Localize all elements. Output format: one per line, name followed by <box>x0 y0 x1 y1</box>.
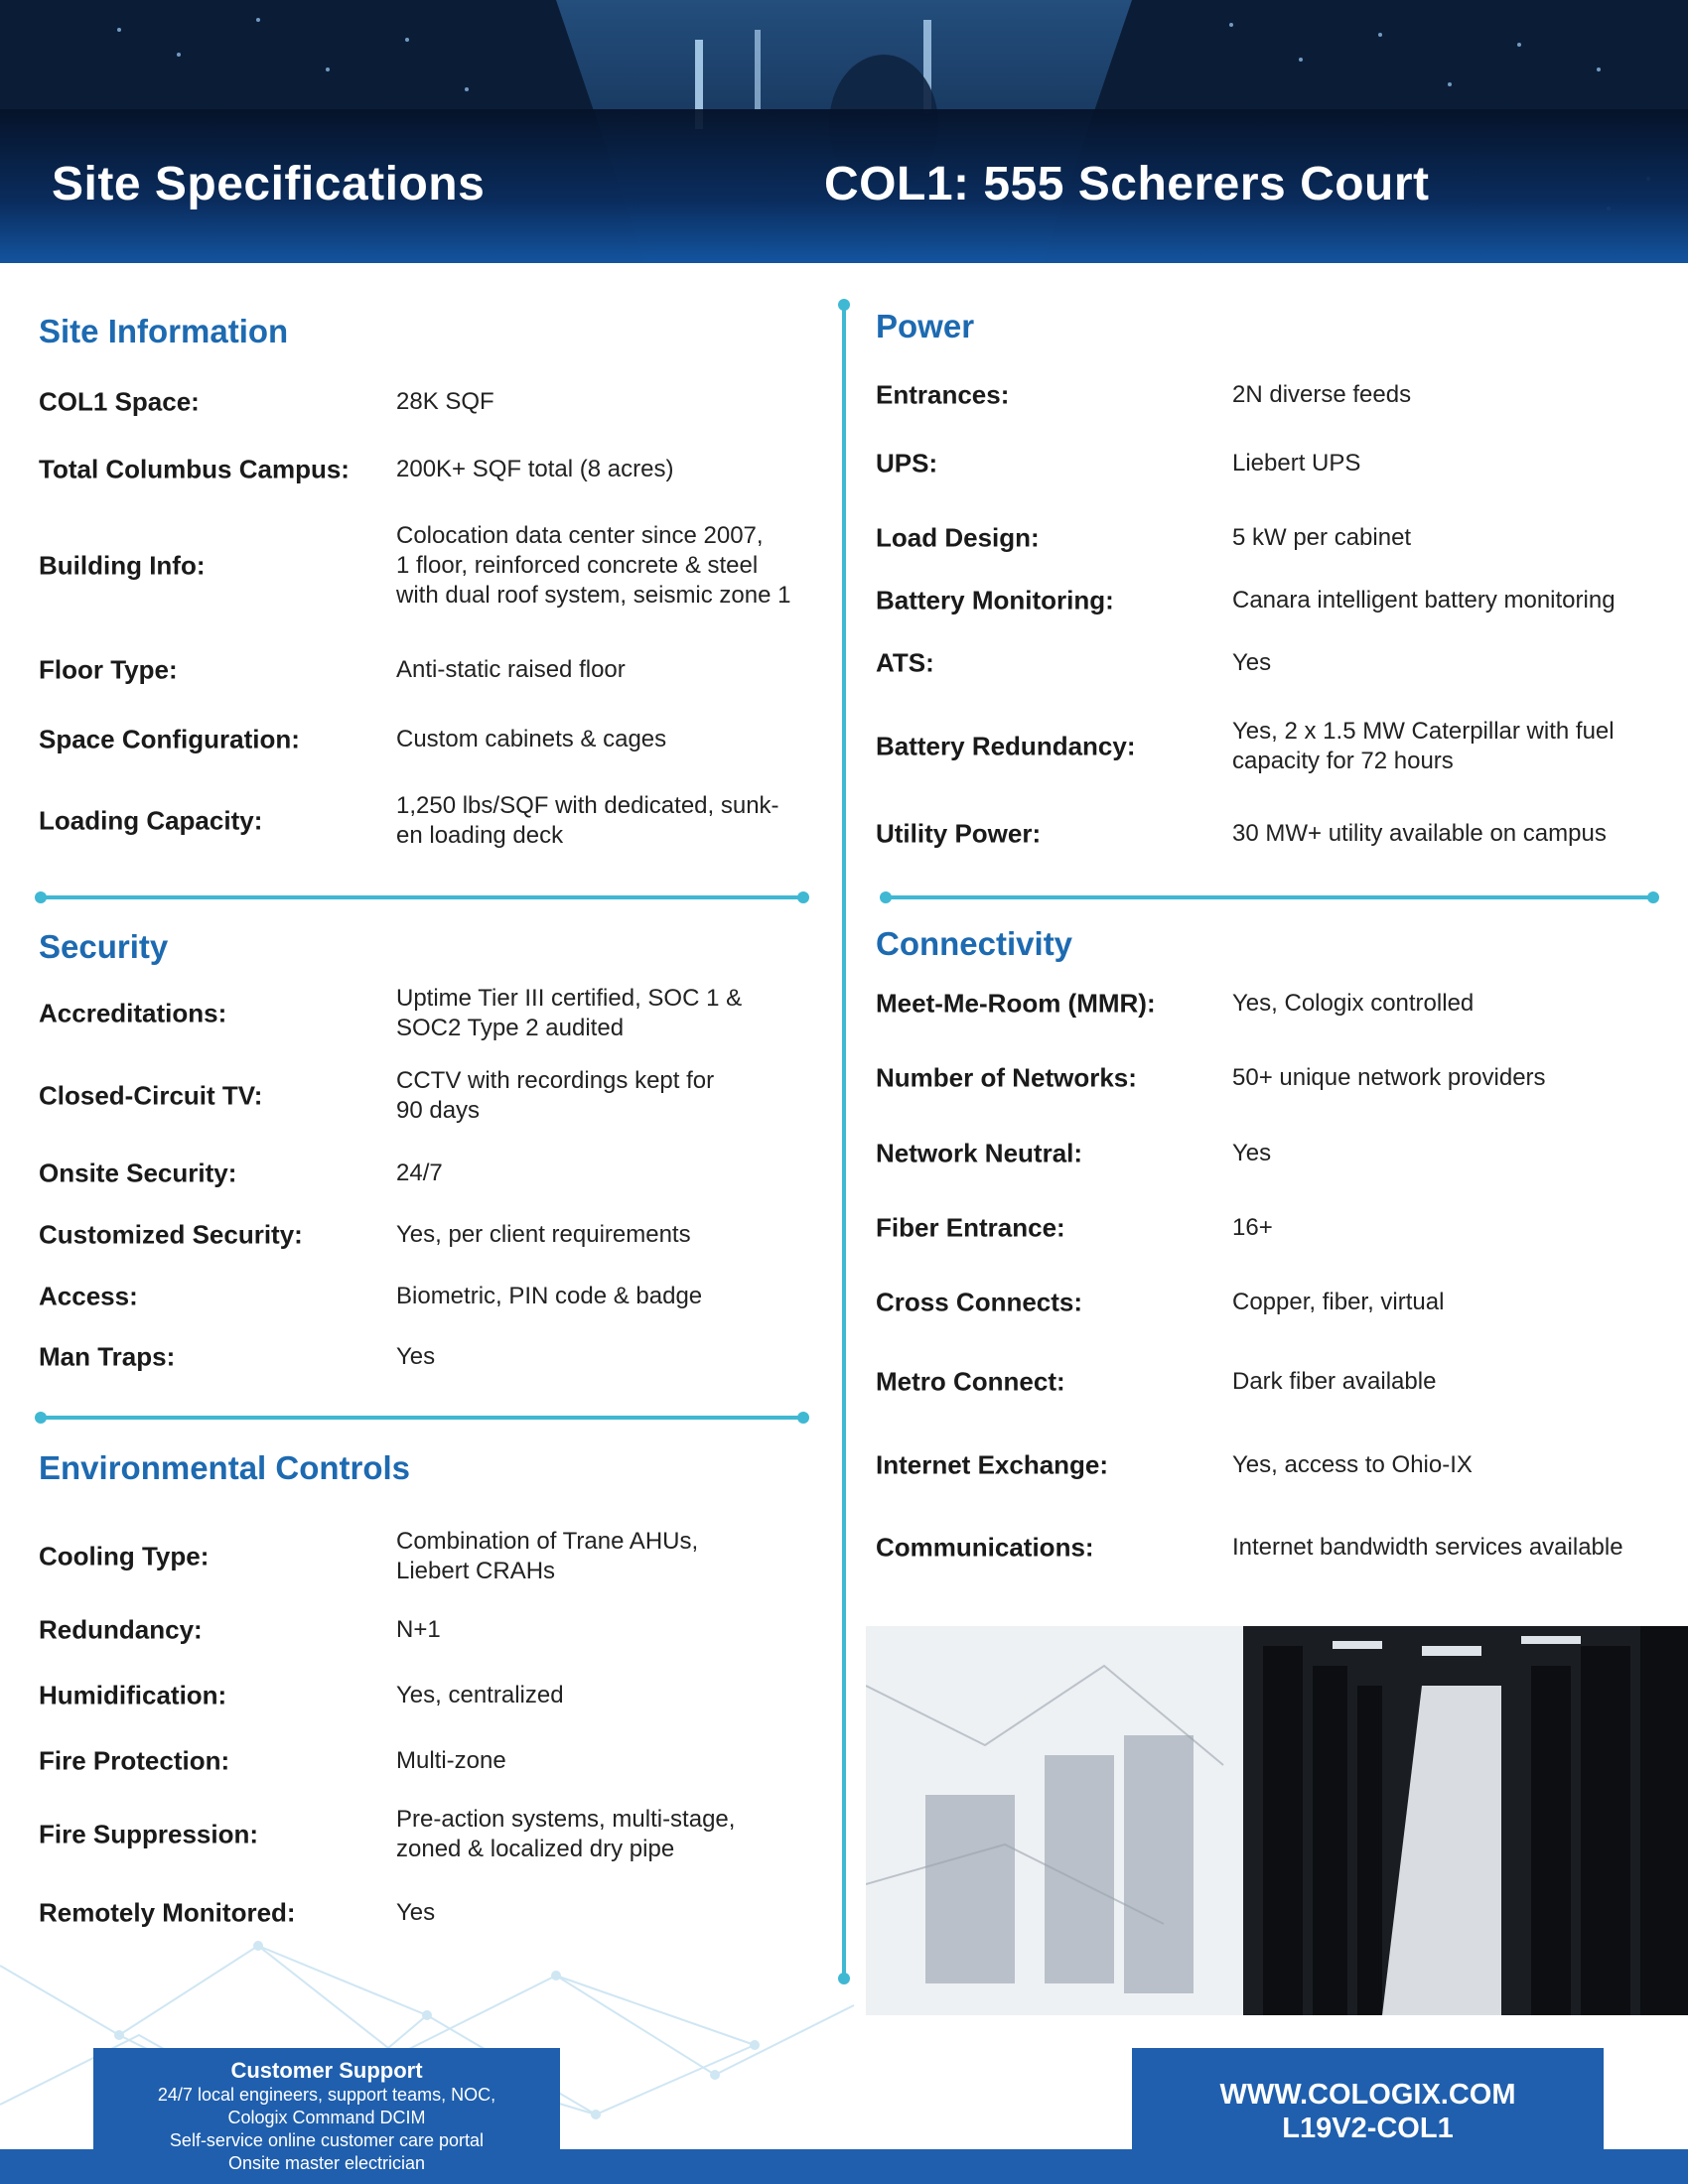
header-banner <box>0 0 1688 263</box>
spec-label: Redundancy: <box>39 1614 203 1645</box>
spec-label: Utility Power: <box>876 818 1042 849</box>
spec-value: Yes, per client requirements <box>396 1221 691 1248</box>
spec-value: Colocation data center since 2007, 1 floor, reinforced concrete & steel with dual roof system, seismic zone 1 <box>396 522 791 609</box>
spec-value: Dark fiber available <box>1232 1368 1437 1395</box>
spec-label: Number of Networks: <box>876 1062 1137 1093</box>
spec-label: Battery Redundancy: <box>876 731 1136 761</box>
spec-row <box>39 1522 813 1591</box>
spec-value: Yes, 2 x 1.5 MW Caterpillar with fuel capacity for 72 hours <box>1232 718 1615 774</box>
spec-row <box>39 445 813 494</box>
section-title-power: Power <box>876 308 975 344</box>
spec-value: Liebert UPS <box>1232 450 1361 477</box>
spec-row <box>876 1278 1660 1327</box>
spec-value: Combination of Trane AHUs, Liebert CRAHs <box>396 1528 699 1584</box>
spec-row <box>39 516 813 615</box>
spec-row <box>876 513 1660 563</box>
spec-row <box>39 1272 813 1321</box>
spec-row <box>876 370 1660 420</box>
spec-label: Remotely Monitored: <box>39 1897 296 1928</box>
spec-label: Customized Security: <box>39 1219 303 1250</box>
site-address-title: COL1: 555 Scherers Court <box>824 158 1430 210</box>
spec-label: Cooling Type: <box>39 1541 210 1571</box>
section-divider <box>39 895 805 899</box>
spec-value: Yes, Cologix controlled <box>1232 990 1475 1017</box>
spec-row <box>39 1149 813 1198</box>
column-separator <box>842 303 846 1980</box>
section-title-connectivity: Connectivity <box>876 925 1073 962</box>
spec-row <box>876 1203 1660 1253</box>
spec-value: Yes <box>1232 1140 1272 1166</box>
spec-value: Yes <box>396 1899 436 1926</box>
spec-row <box>876 576 1660 625</box>
support-line: Cologix Command DCIM <box>227 2108 426 2127</box>
spec-label: Metro Connect: <box>876 1366 1065 1397</box>
spec-row <box>39 781 813 861</box>
spec-row <box>39 1061 813 1131</box>
spec-value: 28K SQF <box>396 388 494 415</box>
spec-value: 24/7 <box>396 1160 443 1186</box>
spec-label: Internet Exchange: <box>876 1449 1109 1480</box>
spec-label: Humidification: <box>39 1680 227 1710</box>
spec-row <box>39 1671 813 1720</box>
spec-value: Multi-zone <box>396 1747 506 1774</box>
section-title-security: Security <box>39 928 169 965</box>
spec-value: 2N diverse feeds <box>1232 381 1412 408</box>
spec-label: Fire Protection: <box>39 1745 230 1776</box>
spec-label: Accreditations: <box>39 998 227 1028</box>
spec-row <box>39 1210 813 1260</box>
spec-row <box>876 638 1660 688</box>
spec-row <box>39 1888 813 1938</box>
spec-value: CCTV with recordings kept for 90 days <box>396 1067 715 1124</box>
spec-label: ATS: <box>876 647 934 678</box>
spec-value: Yes <box>1232 649 1272 676</box>
spec-row <box>876 1357 1660 1407</box>
spec-label: Load Design: <box>876 522 1040 553</box>
spec-value: Custom cabinets & cages <box>396 726 667 752</box>
spec-label: Communications: <box>876 1532 1094 1563</box>
spec-label: Network Neutral: <box>876 1138 1083 1168</box>
spec-label: COL1 Space: <box>39 386 200 417</box>
spec-row <box>876 712 1660 781</box>
spec-value: 200K+ SQF total (8 acres) <box>396 456 674 482</box>
spec-label: UPS: <box>876 448 938 478</box>
website-link[interactable]: WWW.COLOGIX.COM <box>1219 2079 1516 2111</box>
spec-label: Space Configuration: <box>39 724 300 754</box>
spec-row <box>39 979 813 1048</box>
section-divider <box>884 895 1655 899</box>
document-code: L19V2-COL1 <box>1282 2113 1454 2144</box>
spec-label: Total Columbus Campus: <box>39 454 350 484</box>
spec-row <box>876 979 1660 1028</box>
spec-row <box>39 1332 813 1382</box>
section-title-environmental-controls: Environmental Controls <box>39 1449 411 1486</box>
website-box <box>1132 2048 1604 2184</box>
spec-value: 5 kW per cabinet <box>1232 524 1412 551</box>
support-line: Self-service online customer care portal <box>169 2130 485 2150</box>
spec-label: Access: <box>39 1281 138 1311</box>
spec-row <box>39 1605 813 1655</box>
spec-row <box>876 1053 1660 1103</box>
spec-row <box>876 809 1660 859</box>
spec-label: Meet-Me-Room (MMR): <box>876 988 1156 1019</box>
spec-row <box>876 1129 1660 1178</box>
spec-label: Battery Monitoring: <box>876 585 1114 615</box>
spec-row <box>39 715 813 764</box>
spec-label: Fire Suppression: <box>39 1819 259 1849</box>
spec-label: Onsite Security: <box>39 1158 237 1188</box>
section-divider <box>39 1416 805 1420</box>
page-title: Site Specifications <box>52 158 486 210</box>
spec-value: 50+ unique network providers <box>1232 1064 1546 1091</box>
spec-value: 30 MW+ utility available on campus <box>1232 820 1607 847</box>
support-line: Onsite master electrician <box>227 2153 426 2173</box>
support-line: 24/7 local engineers, support teams, NOC, <box>157 2085 496 2105</box>
spec-value: Yes, access to Ohio-IX <box>1232 1451 1473 1478</box>
customer-support-box <box>93 2048 560 2184</box>
spec-row <box>39 1800 813 1869</box>
spec-label: Cross Connects: <box>876 1287 1083 1317</box>
spec-value: 16+ <box>1232 1214 1273 1241</box>
spec-value: Yes <box>396 1343 436 1370</box>
spec-value: Internet bandwidth services available <box>1232 1534 1623 1561</box>
spec-row <box>876 439 1660 488</box>
spec-label: Entrances: <box>876 379 1010 410</box>
spec-row <box>876 1523 1660 1572</box>
spec-label: Fiber Entrance: <box>876 1212 1065 1243</box>
spec-value: Pre-action systems, multi-stage, zoned & localized dry pipe <box>396 1806 736 1862</box>
spec-row <box>876 1440 1660 1490</box>
data-center-illustration <box>866 1626 1688 2015</box>
spec-value: Biometric, PIN code & badge <box>396 1283 703 1309</box>
spec-label: Floor Type: <box>39 654 178 685</box>
spec-value: 1,250 lbs/SQF with dedicated, sunk- en loading deck <box>396 792 779 849</box>
spec-label: Building Info: <box>39 550 206 581</box>
spec-value: N+1 <box>396 1616 441 1643</box>
spec-row <box>39 377 813 427</box>
spec-value: Canara intelligent battery monitoring <box>1232 587 1616 614</box>
spec-value: Copper, fiber, virtual <box>1232 1289 1445 1315</box>
spec-value: Yes, centralized <box>396 1682 564 1708</box>
section-title-site-information: Site Information <box>39 313 289 349</box>
data-center-aisle-photo <box>866 1626 1688 2015</box>
spec-value: Uptime Tier III certified, SOC 1 & SOC2 Type 2 audited <box>396 985 743 1041</box>
support-title: Customer Support <box>230 2058 423 2083</box>
spec-row <box>39 1736 813 1786</box>
spec-label: Loading Capacity: <box>39 805 263 836</box>
spec-label: Man Traps: <box>39 1341 176 1372</box>
spec-row <box>39 645 813 695</box>
spec-value: Anti-static raised floor <box>396 656 626 683</box>
spec-label: Closed-Circuit TV: <box>39 1080 263 1111</box>
